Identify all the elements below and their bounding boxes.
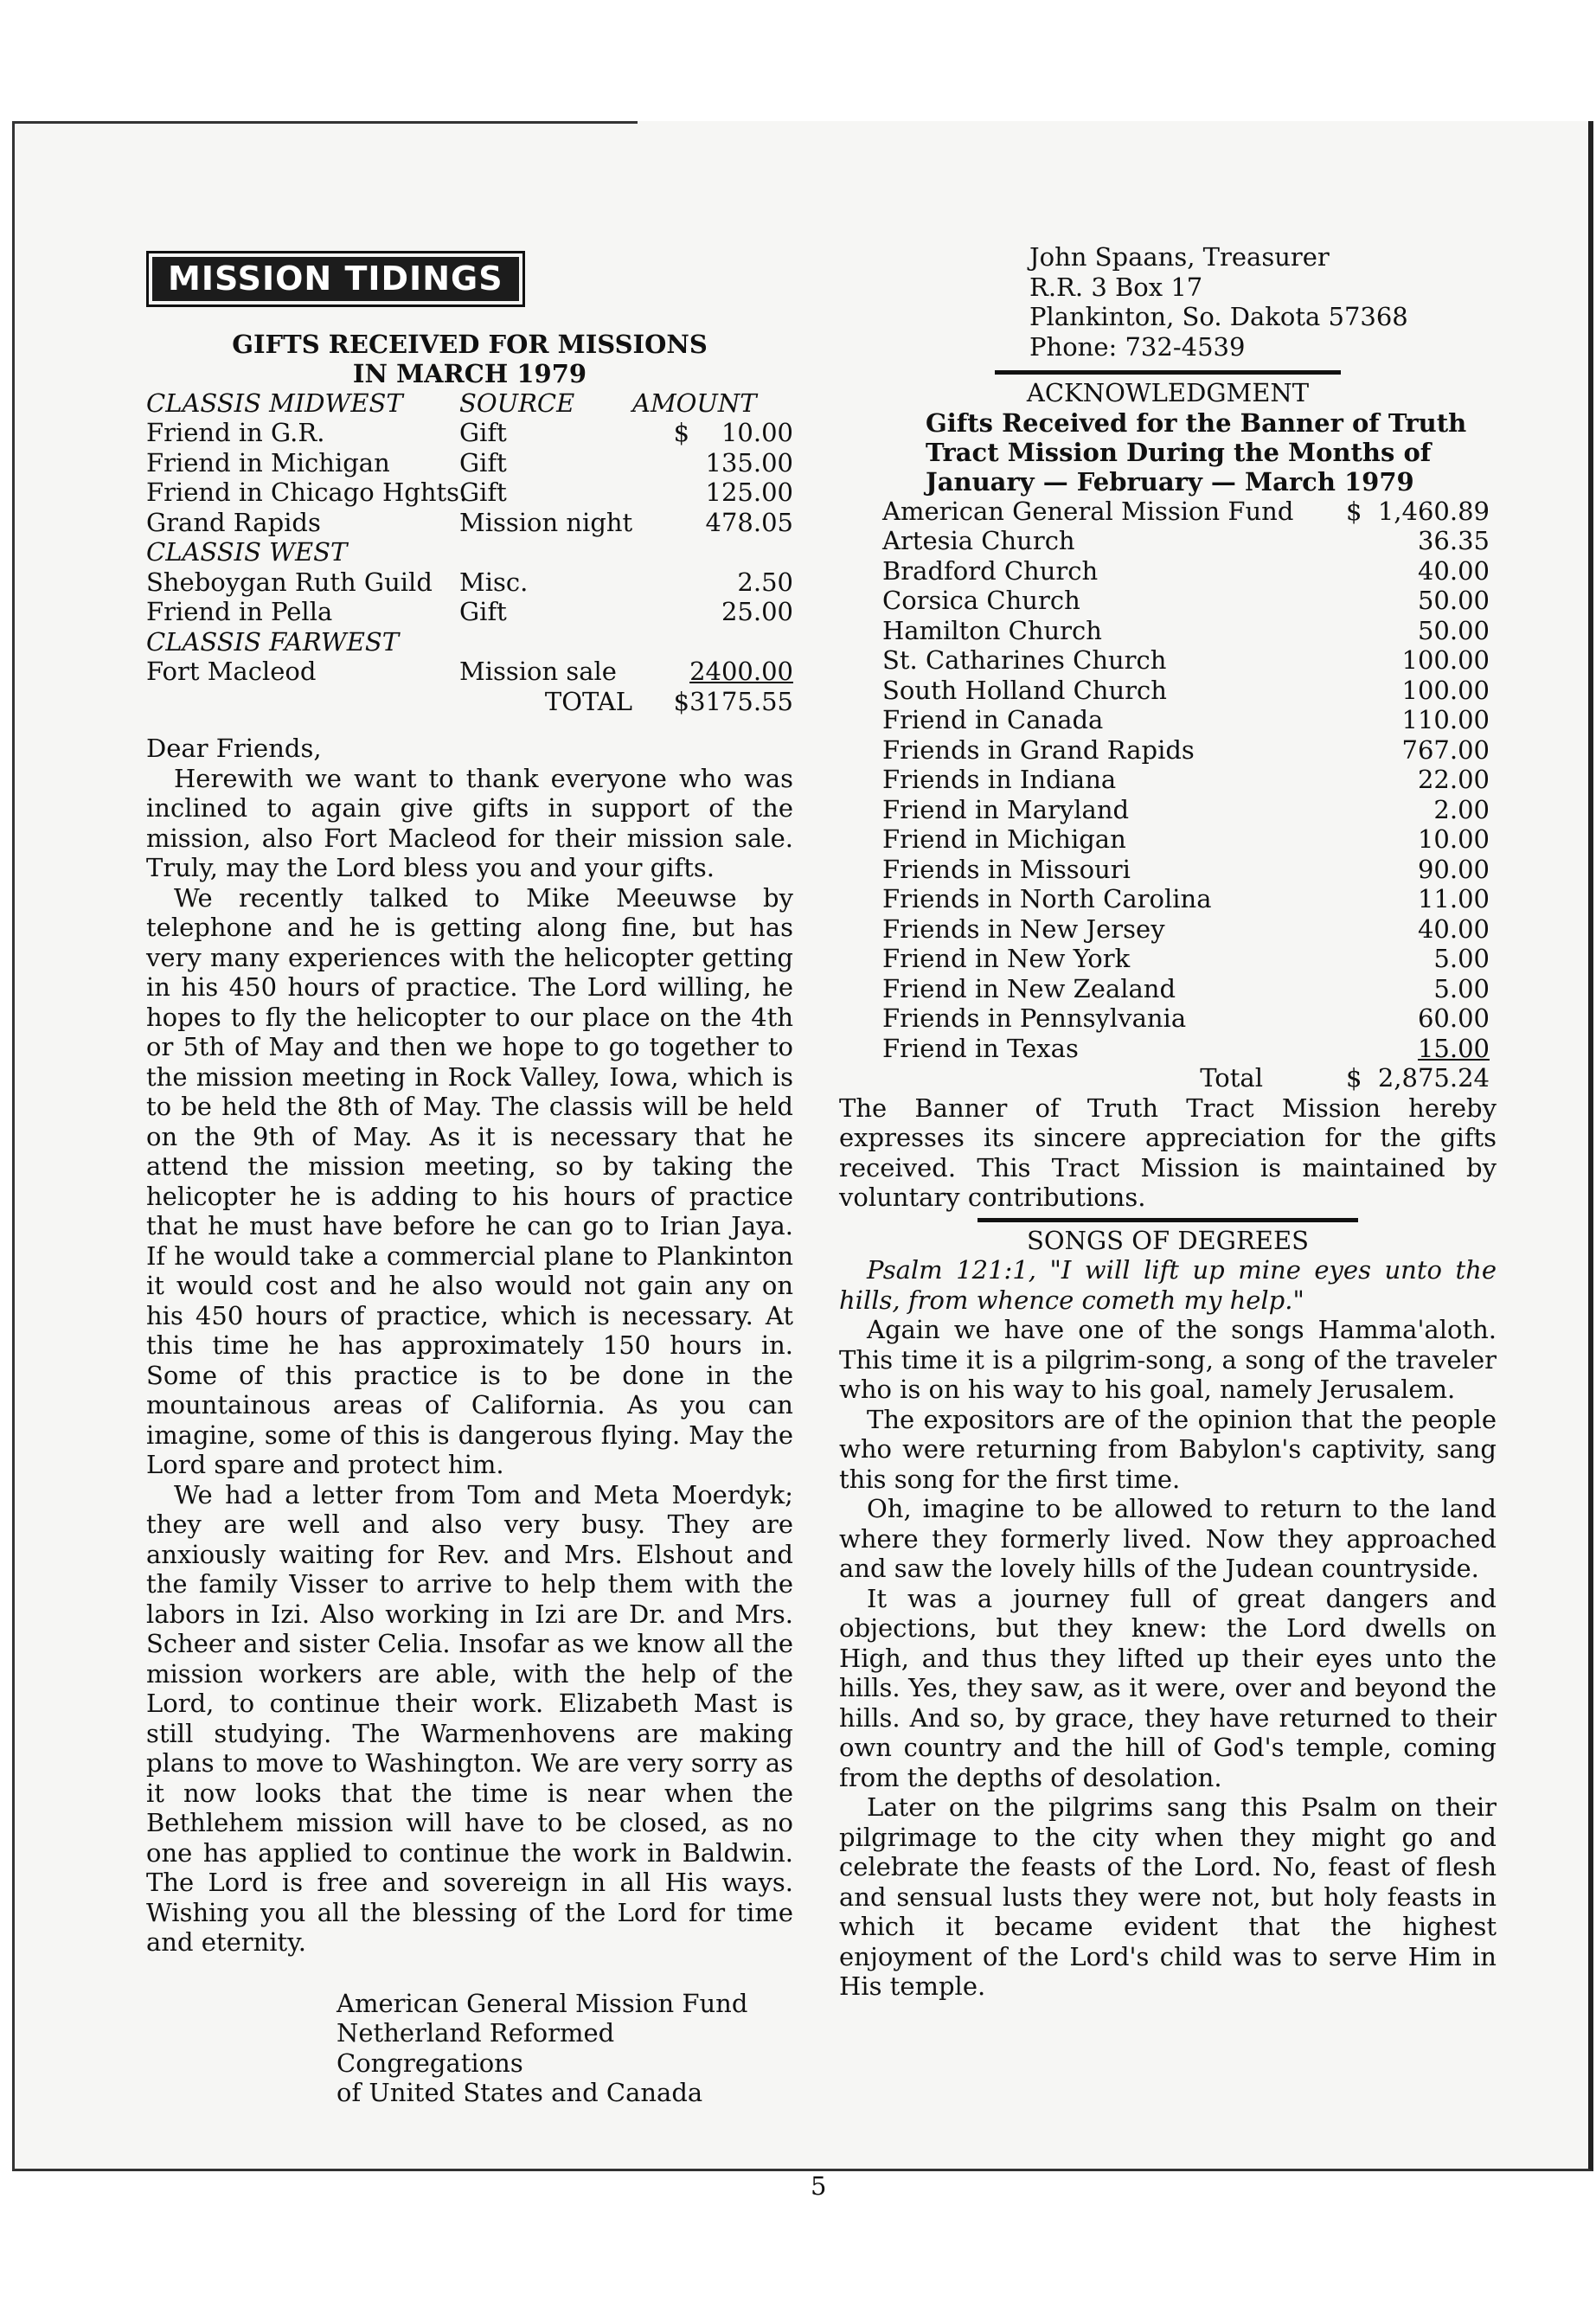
gift-amount: 135.00	[705, 447, 793, 478]
gifts-total-amount: $3175.55	[673, 686, 793, 716]
donor-amount: 50.00	[1417, 586, 1490, 615]
mission-tidings-banner	[146, 251, 525, 307]
gift-source: Mission night	[459, 507, 633, 537]
donor-amount: 767.00	[1401, 734, 1490, 765]
subtitle-line: January — February — March 1979	[926, 466, 1414, 497]
gift-name: Friend in Pella	[146, 597, 333, 626]
gift-name: Friend in Michigan	[146, 447, 390, 478]
donor-name: Friend in Canada	[882, 705, 1104, 734]
songs-paragraph: Again we have one of the songs Hamma'aloth. This time it is a pilgrim-song, a song of the traveler who is on his way to his goal, namely Jerusalem.	[839, 1315, 1497, 1404]
subtitle-line: Tract Mission During the Months of	[926, 437, 1432, 467]
donor-name: Friends in Missouri	[882, 854, 1131, 884]
donor-amount: 22.00	[1417, 765, 1490, 794]
signature-line: of United States and Canada	[337, 2078, 703, 2107]
gift-source	[459, 537, 632, 567]
gifts-header-source: SOURCE	[459, 388, 575, 418]
gift-source: Gift	[459, 478, 507, 507]
gifts-header-classis: CLASSIS MIDWEST	[146, 388, 403, 418]
donor-amount: 100.00	[1401, 645, 1490, 675]
donor-name: Corsica Church	[882, 586, 1080, 615]
donor-amount: $ 1,460.89	[1345, 496, 1490, 526]
gifts-header-amount: AMOUNT	[632, 388, 757, 418]
address-line: Plankinton, So. Dakota 57368	[1029, 302, 1408, 331]
donor-amount: 5.00	[1433, 944, 1490, 973]
top-edge-rule	[15, 121, 638, 124]
classis-heading: CLASSIS WEST	[146, 537, 348, 567]
donor-amount: 60.00	[1417, 1003, 1490, 1033]
donor-amount: 40.00	[1417, 913, 1490, 944]
donor-name: South Holland Church	[882, 675, 1167, 705]
gift-amount: 478.05	[705, 507, 793, 537]
donor-amount: 10.00	[1417, 824, 1490, 854]
gift-name: Grand Rapids	[146, 507, 321, 537]
acknowledgment-total-amount: $ 2,875.24	[1345, 1063, 1490, 1093]
songs-paragraph: Oh, imagine to be allowed to return to the land where they formerly lived. Now they approached and saw the lovely hills of the Judean countryside.	[839, 1494, 1497, 1583]
donor-name: Friend in New York	[882, 944, 1131, 973]
donor-amount: 11.00	[1417, 884, 1490, 913]
gifts-table	[146, 388, 793, 717]
donor-name: Friend in New Zealand	[882, 973, 1176, 1003]
gift-amount: 2400.00	[689, 657, 793, 686]
gift-amount: $ 10.00	[673, 418, 793, 447]
acknowledgment-total-label: Total	[1200, 1063, 1263, 1093]
acknowledgment-subtitle	[926, 408, 1497, 497]
songs-paragraph: Later on the pilgrims sang this Psalm on their pilgrimage to the city when they might go and celebrate the feasts of the Lord. No, feast of flesh and sensual lusts they were not, but holy feasts in which it became evident that the highest enjoyment of the Lord's child was to serve Him in His temple.	[839, 1792, 1497, 2001]
gift-amount: 125.00	[705, 478, 793, 507]
gift-amount: 25.00	[721, 597, 793, 626]
gift-name: Friend in Chicago Hghts.	[146, 478, 468, 507]
section-rule	[977, 1218, 1358, 1222]
gift-source	[459, 627, 632, 657]
donor-name: Hamilton Church	[882, 615, 1102, 645]
page-number: 5	[811, 2171, 827, 2201]
songs-paragraph: It was a journey full of great dangers and objections, but they knew: the Lord dwells on High, and thus they lifted up their eyes unto the hills. Yes, they saw, as it were, over and beyond the hills. And so, by grace, they have returned to their own country and the hill of God's temple, coming from the depths of desolation.	[839, 1583, 1497, 1792]
songs-paragraph: The expositors are of the opinion that the people who were returning from Babylon's captivity, sang this song for the first time.	[839, 1404, 1497, 1494]
gift-name: Sheboygan Ruth Guild	[146, 567, 433, 597]
donor-name: Friends in Pennsylvania	[882, 1003, 1187, 1033]
donor-name: St. Catharines Church	[882, 645, 1167, 675]
signature-line: Netherland Reformed Congregations	[337, 2018, 615, 2078]
address-line: John Spaans, Treasurer	[1029, 242, 1330, 272]
donor-amount: 36.35	[1417, 526, 1490, 555]
gift-name: Friend in G.R.	[146, 418, 325, 447]
letter-paragraph: We recently talked to Mike Meeuwse by telephone and he is getting along fine, but has very many experiences with the helicopter getting in his 450 hours of practice. The Lord willing, he hopes to fly the helicopter to our place on the 4th or 5th of May and then we hope to go together to the mission meeting in Rock Valley, Iowa, which is to be held the 8th of May. The classis will be held on the 9th of May. As it is necessary that he attend the mission meeting, so by taking the helicopter he is adding to his hours of practice that he must have before he can go to Irian Jaya. If he would take a commercial plane to Plankinton it would cost and he also would not gain any on his 450 hours of practice, which is necessary. At this time he has approximately 150 hours in. Some of this practice is to be done in the mountainous areas of California. As you can imagine, some of this is dangerous flying. May the Lord spare and protect him.	[146, 882, 793, 1479]
gift-source: Gift	[459, 447, 507, 478]
songs-title: SONGS OF DEGREES	[1026, 1225, 1309, 1255]
right-column	[839, 242, 1497, 2002]
gift-name: Fort Macleod	[146, 657, 317, 686]
classis-heading: CLASSIS FARWEST	[146, 626, 400, 657]
gift-amount: 2.50	[737, 567, 793, 597]
gift-source: Gift	[459, 597, 507, 626]
page-sheet	[12, 121, 1593, 2201]
signature-line: American General Mission Fund	[337, 1988, 748, 2018]
donor-amount: 90.00	[1417, 854, 1490, 884]
gift-source: Mission sale	[459, 657, 617, 686]
donor-amount: 15.00	[1417, 1033, 1490, 1063]
donor-name: Friend in Texas	[882, 1033, 1079, 1063]
acknowledgment-note: The Banner of Truth Tract Mission hereby expresses its sincere appreciation for the gifts received. This Tract Mission is maintained by voluntary contributions.	[839, 1093, 1497, 1212]
letter-paragraph: Herewith we want to thank everyone who was inclined to again give gifts in support of the mission, also Fort Macleod for their mission sale. Truly, may the Lord bless you and your gifts.	[146, 763, 793, 882]
donor-name: Friends in North Carolina	[882, 884, 1212, 913]
letter-signature	[337, 1989, 793, 2108]
address-line: Phone: 732-4539	[1029, 331, 1246, 362]
left-column	[146, 251, 793, 2108]
donor-name: Friend in Michigan	[882, 824, 1126, 854]
donor-name: Friends in New Jersey	[882, 913, 1165, 944]
acknowledgment-table	[882, 497, 1497, 1093]
address-line: R.R. 3 Box 17	[1029, 272, 1203, 302]
acknowledgment-title: ACKNOWLEDGMENT	[1026, 378, 1310, 407]
donor-amount: 5.00	[1433, 973, 1490, 1003]
donor-amount: 110.00	[1401, 705, 1490, 734]
letter-paragraph: We had a letter from Tom and Meta Moerdyk; they are well and also very busy. They are anxiously waiting for Rev. and Mrs. Elshout and the family Visser to arrive to help them with the labors in Izi. Also working in Izi are Dr. and Mrs. Scheer and sister Celia. Insofar as we know all the mission workers are able, with the help of the Lord, to continue their work. Elizabeth Mast is still studying. The Warmenhovens are making plans to move to Washington. We are very sorry as it now looks that the time is near when the Bethlehem mission will have to be closed, as no one has applied to continue the work in Baldwin. The Lord is free and sovereign in all His ways. Wishing you all the blessing of the Lord for time and eternity.	[146, 1479, 793, 1957]
donor-name: Friends in Indiana	[882, 765, 1117, 794]
gift-amount	[632, 537, 793, 567]
subtitle-line: Gifts Received for the Banner of Truth	[926, 407, 1467, 438]
donor-name: American General Mission Fund	[882, 496, 1294, 526]
donor-amount: 40.00	[1417, 555, 1490, 586]
donor-name: Bradford Church	[882, 555, 1099, 586]
treasurer-address	[1029, 242, 1497, 362]
songs-quote: Psalm 121:1, "I will lift up mine eyes unto the hills, from whence cometh my help."	[839, 1255, 1497, 1315]
donor-amount: 100.00	[1401, 675, 1490, 705]
gift-amount	[632, 627, 793, 657]
gifts-title-line2: IN MARCH 1979	[352, 358, 587, 388]
gift-source: Misc.	[459, 567, 529, 597]
donor-amount: 50.00	[1417, 615, 1490, 645]
gifts-total-label: TOTAL	[544, 686, 632, 716]
gifts-title-line1: GIFTS RECEIVED FOR MISSIONS	[232, 329, 708, 359]
section-rule	[995, 370, 1341, 375]
banner-title: MISSION TIDINGS	[152, 257, 519, 301]
donor-name: Artesia Church	[882, 526, 1075, 555]
donor-name: Friend in Maryland	[882, 794, 1130, 824]
donor-amount: 2.00	[1433, 794, 1490, 824]
donor-name: Friends in Grand Rapids	[882, 734, 1195, 765]
letter-greeting: Dear Friends,	[146, 734, 322, 763]
gift-source: Gift	[459, 418, 507, 447]
